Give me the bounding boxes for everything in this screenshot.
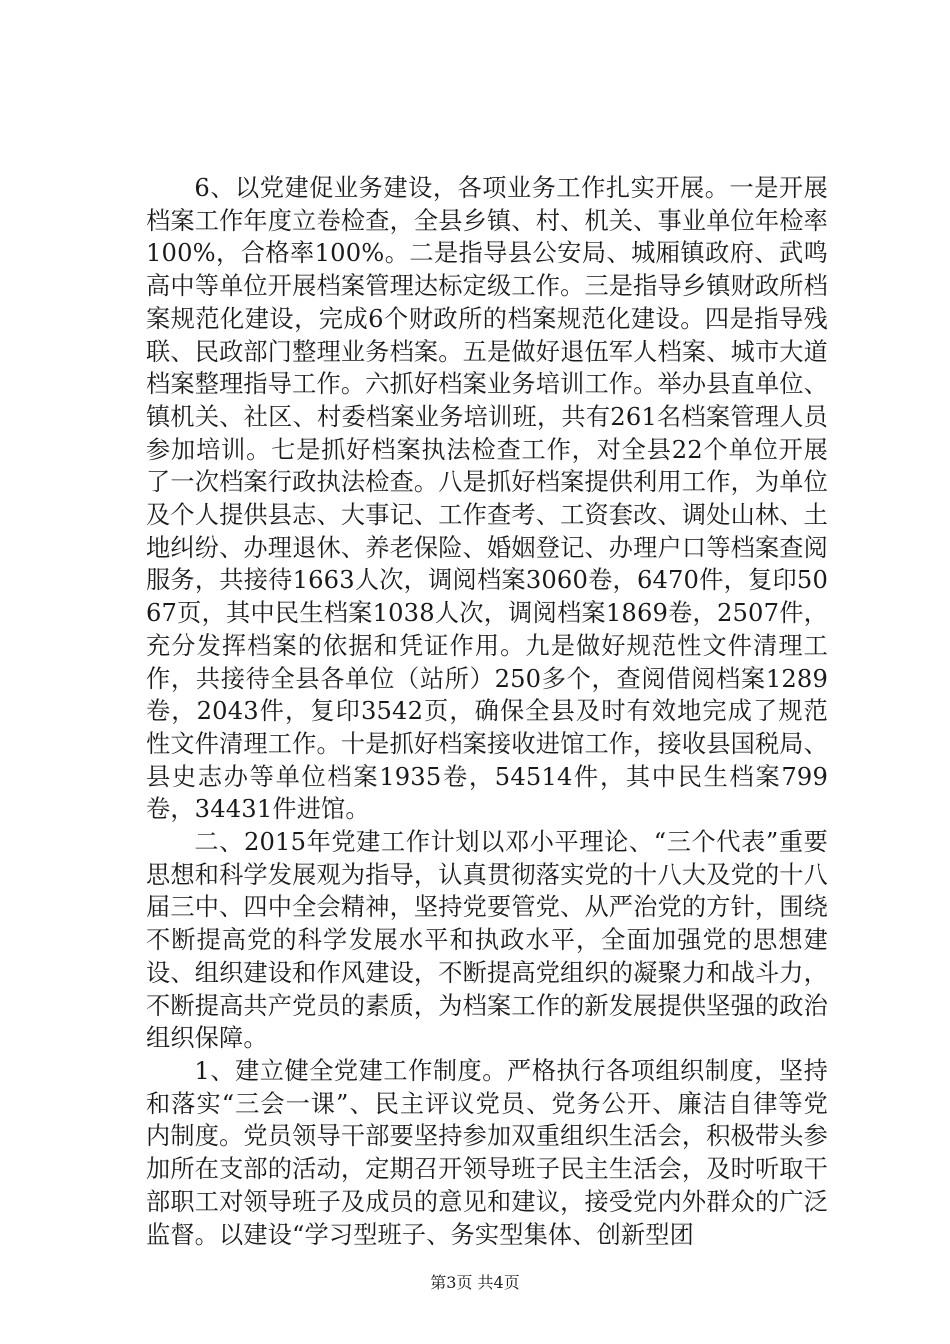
paragraph-2015-plan: 二、2015年党建工作计划以邓小平理论、“三个代表”重要思想和科学发展观为指导，认真贯彻落实党的十八大及党的十八届三中、四中全会精神，坚持党要管党、从严治党的方针，围绕不断提高党的科学发展水平和执政水平，全面加强党的思想建设、组织建设和作风建设，不断提高党组织的凝聚力和战斗力，不断提高共产党员的素质，为档案工作的新发展提供坚强的政治组织保障。 (146, 828, 828, 1053)
page-footer: 第3页 共4页 (430, 1273, 520, 1292)
paragraph-business-work: 6、以党建促业务建设，各项业务工作扎实开展。一是开展档案工作年度立卷检查，全县乡镇、村、机关、事业单位年检率100%，合格率100%。二是指导县公安局、城厢镇政府、武鸣高中等单位开展档案管理达标定级工作。三是指导乡镇财政所档案规范化建设，完成6个财政所的档案规范化建设。四是指导残联、民政部门整理业务档案。五是做好退伍军人档案、城市大道档案整理指导工作。六抓好档案业务培训工作。举办县直单位、镇机关、社区、村委档案业务培训班，共有261名档案管理人员参加培训。七是抓好档案执法检查工作，对全县22个单位开展了一次档案行政执法检查。八是抓好档案提供利用工作，为单位及个人提供县志、大事记、工作查考、工资套改、调处山林、土地纠纷、办理退休、养老保险、婚姻登记、办理户口等档案查阅服务，共接待1663人次，调阅档案3060卷，6470件，复印5067页，其中民生档案1038人次，调阅档案1869卷，2507件，充分发挥档案的依据和凭证作用。九是做好规范性文件清理工作，共接待全县各单位（站所）250多个，查阅借阅档案1289卷，2043件，复印3542页，确保全县及时有效地完成了规范性文件清理工作。十是抓好档案接收进馆工作，接收县国税局、县史志办等单位档案1935卷，54514件，其中民生档案799卷，34431件进馆。 (146, 174, 828, 824)
document-body (146, 172, 828, 1251)
paragraph-party-system: 1、建立健全党建工作制度。严格执行各项组织制度，坚持和落实“三会一课”、民主评议党员、党务公开、廉洁自律等党内制度。党员领导干部要坚持参加双重组织生活会，积极带头参加所在支部的活动，定期召开领导班子民主生活会，及时听取干部职工对领导班子及成员的意见和建议，接受党内外群众的广泛监督。以建设“学习型班子、务实型集体、创新型团 (146, 1056, 828, 1249)
